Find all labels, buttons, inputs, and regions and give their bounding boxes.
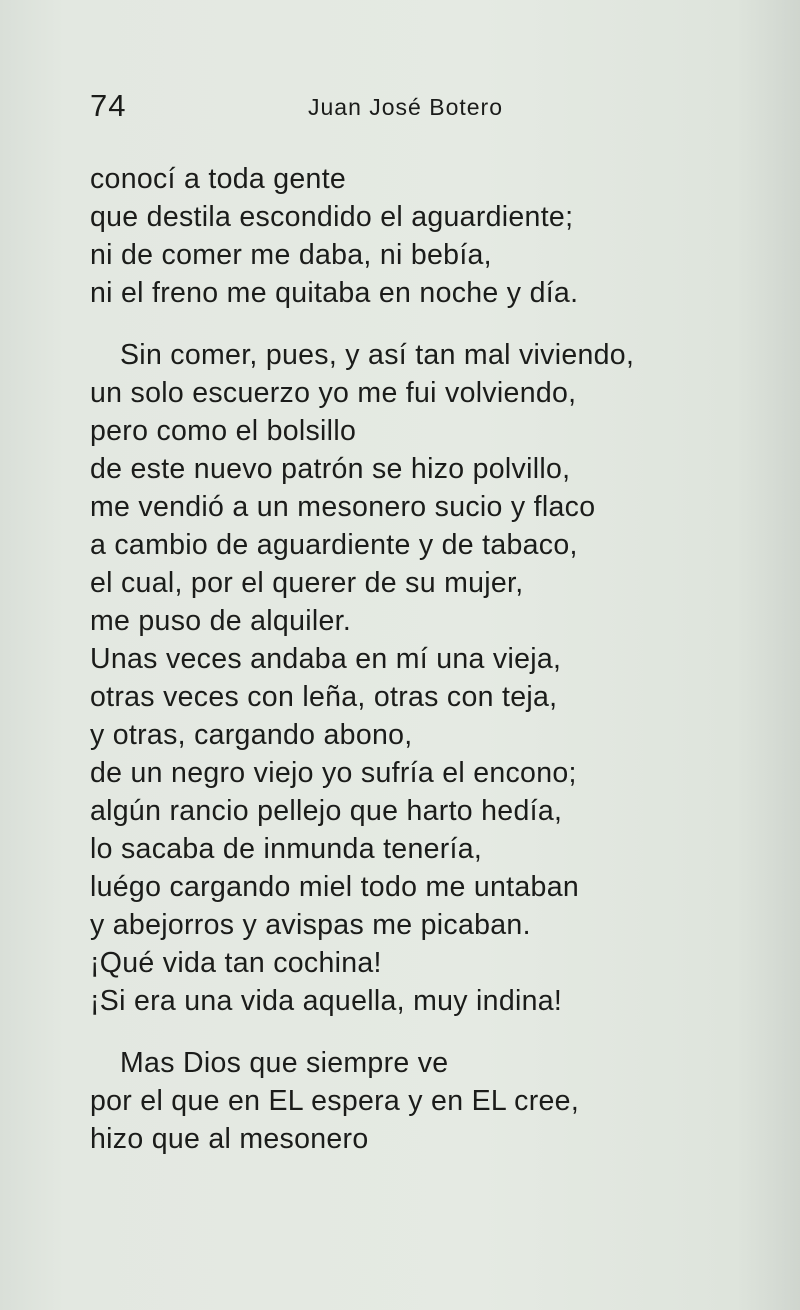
poem-line: lo sacaba de inmunda tenería, <box>90 833 483 865</box>
poem-line: me puso de alquiler. <box>90 605 352 637</box>
running-header <box>90 88 530 128</box>
poem-line: algún rancio pellejo que harto hedía, <box>90 795 563 827</box>
poem-line: de este nuevo patrón se hizo polvillo, <box>90 453 571 485</box>
poem-line: conocí a toda gente <box>90 163 347 195</box>
poem-line: por el que en EL espera y en EL cree, <box>90 1085 580 1117</box>
poem-line: y abejorros y avispas me picaban. <box>90 909 531 941</box>
poem-line: pero como el bolsillo <box>90 415 357 447</box>
poem-body <box>90 160 730 1158</box>
page-number: 74 <box>90 88 127 123</box>
poem-line: a cambio de aguardiente y de tabaco, <box>90 529 578 561</box>
poem-line: y otras, cargando abono, <box>90 719 413 751</box>
poem-line: ni de comer me daba, ni bebía, <box>90 239 492 271</box>
poem-line: luégo cargando miel todo me untaban <box>90 871 580 903</box>
poem-line: ¡Qué vida tan cochina! <box>90 947 382 979</box>
poem-line: ¡Si era una vida aquella, muy indina! <box>90 985 563 1017</box>
poem-line: el cual, por el querer de su mujer, <box>90 567 524 599</box>
stanza-1 <box>90 160 730 312</box>
poem-line: que destila escondido el aguardiente; <box>90 201 574 233</box>
poem-line: de un negro viejo yo sufría el encono; <box>90 757 577 789</box>
stanza-2 <box>90 336 730 1020</box>
poem-line: Mas Dios que siempre ve <box>120 1047 449 1079</box>
poem-line: otras veces con leña, otras con teja, <box>90 681 558 713</box>
poem-line: un solo escuerzo yo me fui volviendo, <box>90 377 577 409</box>
poem-line: Unas veces andaba en mí una vieja, <box>90 643 562 675</box>
stanza-3 <box>90 1044 730 1158</box>
poem-line: ni el freno me quitaba en noche y día. <box>90 277 579 309</box>
poem-line: me vendió a un mesonero sucio y flaco <box>90 491 596 523</box>
running-title: Juan José Botero <box>308 94 504 120</box>
poem-line: hizo que al mesonero <box>90 1123 369 1155</box>
poem-line: Sin comer, pues, y así tan mal viviendo, <box>120 339 635 371</box>
